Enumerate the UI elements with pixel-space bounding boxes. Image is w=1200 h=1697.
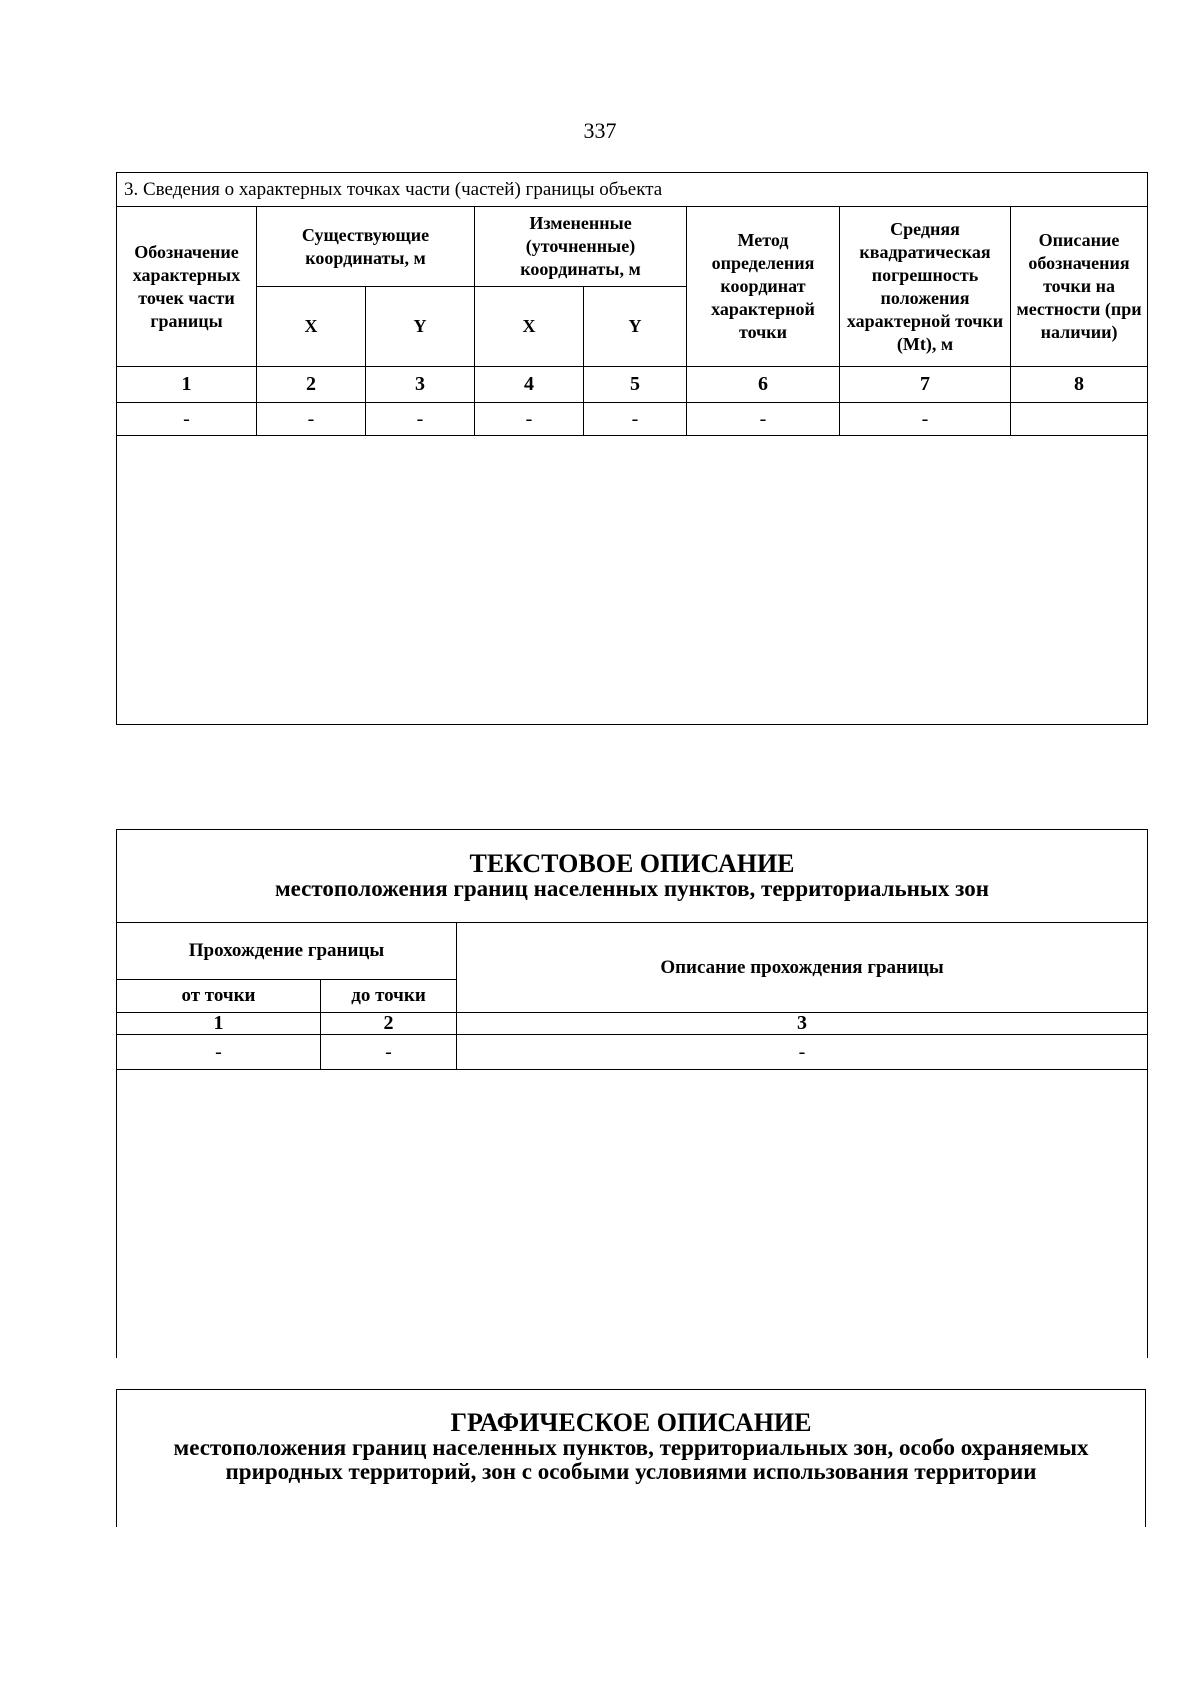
- header-point-description: Описание обозначения точки на местности (при наличии): [1011, 207, 1148, 367]
- header-boundary-passage: Прохождение границы: [117, 923, 457, 980]
- table-cell: -: [117, 403, 257, 436]
- column-number: 3: [457, 1013, 1148, 1035]
- header-x-changed: X: [475, 287, 584, 367]
- graphic-description-title: ГРАФИЧЕСКОЕ ОПИСАНИЕ: [450, 1408, 812, 1437]
- table-cell: [1011, 403, 1148, 436]
- header-existing-coordinates: Существующие координаты, м: [257, 207, 475, 287]
- boundary-points-table: [116, 172, 1148, 725]
- text-description-subtitle: местоположения границ населенных пунктов, территориальных зон: [275, 876, 989, 901]
- table-cell: -: [840, 403, 1011, 436]
- text-description-title: ТЕКСТОВОЕ ОПИСАНИЕ: [469, 849, 795, 878]
- table-cell: -: [475, 403, 584, 436]
- table-cell: -: [687, 403, 840, 436]
- graphic-description-heading: [116, 1389, 1146, 1527]
- graphic-description-subtitle: местоположения границ населенных пунктов, территориальных зон, особо охраняемых природных территорий, зон с особыми условиями использования территории: [173, 1435, 1089, 1484]
- column-number: 2: [321, 1013, 457, 1035]
- column-number: 3: [366, 367, 475, 403]
- column-number: 4: [475, 367, 584, 403]
- column-number: 2: [257, 367, 366, 403]
- header-y-existing: Y: [366, 287, 475, 367]
- table-cell: -: [257, 403, 366, 436]
- header-method: Метод определения координат характерной точки: [687, 207, 840, 367]
- header-from-point: от точки: [117, 980, 321, 1013]
- column-number: 6: [687, 367, 840, 403]
- text-description-heading: [117, 830, 1148, 923]
- header-y-changed: Y: [584, 287, 687, 367]
- empty-area: [116, 1070, 1148, 1358]
- column-number: 1: [117, 1013, 321, 1035]
- table-caption: 3. Сведения о характерных точках части (частей) границы объекта: [117, 173, 1148, 207]
- table-cell: -: [321, 1035, 457, 1070]
- header-mean-error: Средняя квадратическая погрешность положения характерной точки (Mt), м: [840, 207, 1011, 367]
- column-number: 8: [1011, 367, 1148, 403]
- header-passage-description: Описание прохождения границы: [457, 923, 1148, 1013]
- column-number: 7: [840, 367, 1011, 403]
- table-cell: -: [457, 1035, 1148, 1070]
- column-number: 1: [117, 367, 257, 403]
- empty-area: [117, 436, 1148, 725]
- table-cell: -: [584, 403, 687, 436]
- text-description-table: [116, 829, 1148, 1070]
- header-point-designation: Обозначение характерных точек части границы: [117, 207, 257, 367]
- column-number: 5: [584, 367, 687, 403]
- header-changed-coordinates: Измененные (уточненные) координаты, м: [475, 207, 687, 287]
- header-to-point: до точки: [321, 980, 457, 1013]
- page-number: 337: [583, 118, 617, 143]
- table-cell: -: [366, 403, 475, 436]
- table-cell: -: [117, 1035, 321, 1070]
- header-x-existing: X: [257, 287, 366, 367]
